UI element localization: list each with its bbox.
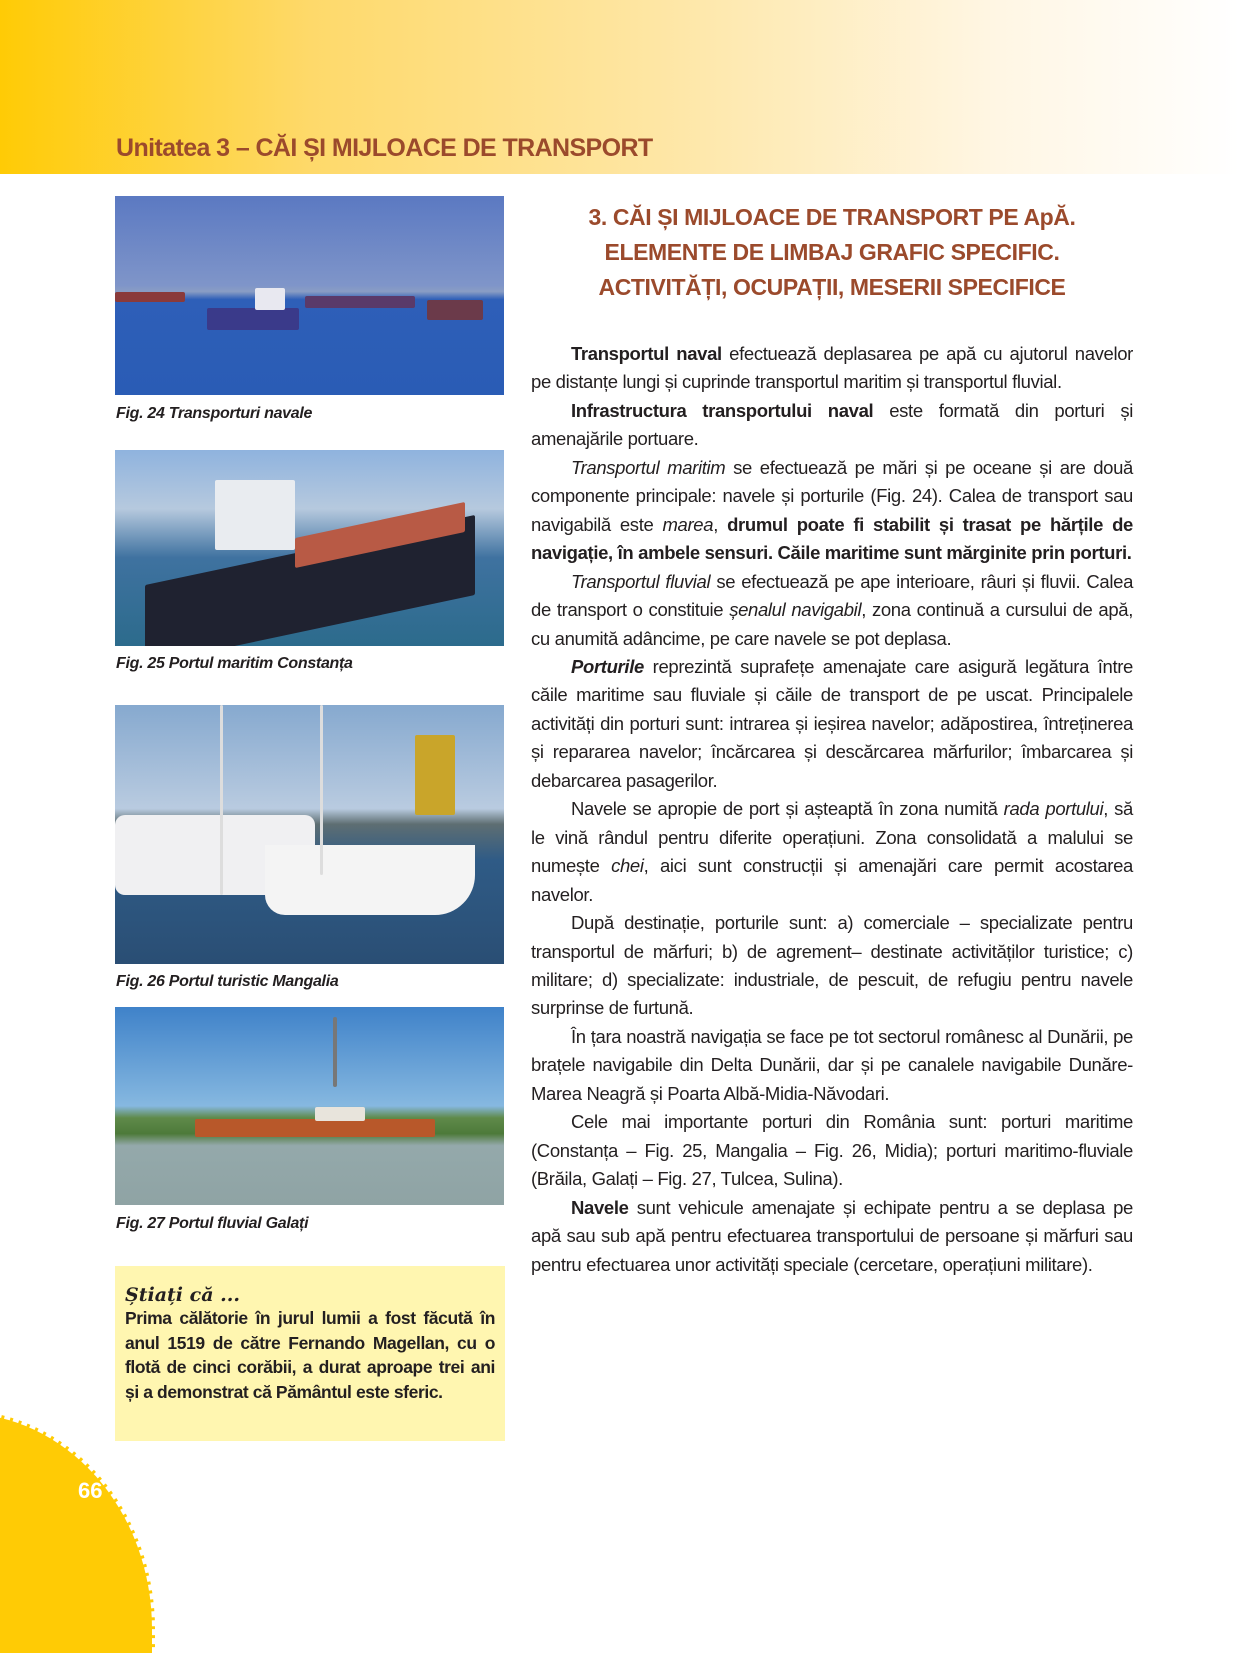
page-corner-decoration <box>0 1410 155 1653</box>
paragraph <box>531 795 1133 909</box>
paragraph <box>531 909 1133 1023</box>
photo-galati-port <box>115 1007 504 1205</box>
figure-caption: Fig. 24 Transporturi navale <box>116 405 313 422</box>
did-you-know-title: Știați că ... <box>125 1284 240 1306</box>
text-run: , să le vină rândul pentru diferite operațiuni. Zona consolidată a malului se numește <box>531 798 1133 877</box>
paragraph <box>531 1194 1133 1279</box>
paragraph <box>531 568 1133 653</box>
paragraph <box>531 653 1133 795</box>
text-run: , aici sunt construcții și amenajări care permit acostarea navelor. <box>531 855 1133 905</box>
text-run: Navele se apropie de port și așteaptă în zona numită <box>571 798 1004 820</box>
text-run: efectuează deplasarea pe apă cu ajutorul navelor pe distanțe lungi și cuprinde transportul maritim și transportul fluvial. <box>531 343 1133 393</box>
emphasis-run: drumul poate fi stabilit și trasat pe hărțile de navigație, în ambele sensuri. Căile maritime sunt mărginite prin porturi. <box>531 513 1133 564</box>
section-title <box>531 200 1133 305</box>
body-text <box>531 340 1133 1279</box>
text-run: , zona continuă a cursului de apă, cu anumită adâncime, pe care navele se pot deplasa. <box>531 599 1133 649</box>
photo-naval-transport <box>115 196 504 395</box>
did-you-know-text: Prima călătorie în jurul lumii a fost făcută în anul 1519 de către Fernando Magellan, cu o flotă de cinci corăbii, a durat aproape trei ani și a demonstrat că Pământul este sferic. <box>125 1308 495 1402</box>
paragraph <box>531 340 1133 397</box>
paragraph <box>531 454 1133 568</box>
emphasis-run: marea <box>662 513 714 535</box>
paragraph <box>531 1023 1133 1108</box>
section-title-line: ELEMENTE DE LIMBAJ GRAFIC SPECIFIC. <box>604 239 1060 265</box>
emphasis-run: Porturile <box>571 655 644 677</box>
emphasis-run: Navele <box>571 1196 629 1218</box>
text-run: se efectuează pe ape interioare, râuri și fluvii. Calea de transport o constituie <box>531 570 1134 621</box>
figure-caption: Fig. 27 Portul fluvial Galați <box>116 1215 309 1232</box>
did-you-know-box <box>115 1266 505 1441</box>
text-run: reprezintă suprafețe amenajate care asigură legătura între căile maritime sau fluviale și căile de transport de pe uscat. Principalele activități din porturi sunt: intrarea și ieșirea navelor; adăpostirea, întreținerea și repararea navelor; încărcarea și descărcarea mărfurilor; îmbarcarea și debarcarea pasagerilor. <box>531 655 1133 791</box>
text-run: este formată din porturi și amenajările portuare. <box>531 399 1133 450</box>
paragraph <box>531 397 1133 454</box>
paragraph <box>531 1108 1133 1193</box>
text-run: După destinație, porturile sunt: a) comerciale – specializate pentru transportul de mărfuri; b) de agrement– destinate activităților turistice; c) militare; d) specializate: industriale, de pescuit, de refugiu pentru navele surprinse de furtună. <box>531 912 1133 1019</box>
figure-caption: Fig. 25 Portul maritim Constanța <box>116 655 353 672</box>
page-number: 66 <box>78 1478 103 1503</box>
emphasis-run: Transportul maritim <box>571 456 726 478</box>
emphasis-run: șenalul navigabil <box>729 599 862 621</box>
emphasis-run: rada portului <box>1003 798 1104 820</box>
emphasis-run: Transportul fluvial <box>571 570 711 592</box>
section-title-line: ACTIVITĂȚI, OCUPAȚII, MESERII SPECIFICE <box>598 274 1066 300</box>
emphasis-run: Transportul naval <box>571 343 722 364</box>
text-run: sunt vehicule amenajate și echipate pentru a se deplasa pe apă sau sub apă pentru efectuarea transportului de persoane și mărfuri sau pentru efectuarea unor activități speciale (cercetare, operațiuni militare). <box>531 1196 1133 1275</box>
emphasis-run: Infrastructura transportului naval <box>571 399 874 421</box>
figure-caption: Fig. 26 Portul turistic Mangalia <box>116 973 339 990</box>
text-run: , <box>713 513 728 535</box>
emphasis-run: chei <box>611 855 644 877</box>
text-run: În țara noastră navigația se face pe tot sectorul românesc al Dunării, pe brațele navigabile din Delta Dunării, dar și pe canalele navigabile Dunăre-Marea Neagră și Poarta Albă-Midia-Năvodari. <box>531 1025 1133 1104</box>
photo-mangalia-port <box>115 705 504 964</box>
photo-constanta-port <box>115 450 504 646</box>
unit-title: Unitatea 3 – CĂI ȘI MIJLOACE DE TRANSPORT <box>116 134 653 162</box>
text-run: se efectuează pe mări și pe oceane și are două componente principale: navele și porturile (Fig. 24). Calea de transport sau navigabilă este <box>531 456 1133 535</box>
page-header-band <box>0 0 1240 174</box>
text-run: Cele mai importante porturi din România sunt: porturi maritime (Constanța – Fig. 25, Mangalia – Fig. 26, Midia); porturi maritimo-fluviale (Brăila, Galați – Fig. 27, Tulcea, Sulina). <box>531 1111 1133 1190</box>
section-title-line: 3. CĂI ȘI MIJLOACE DE TRANSPORT PE ApĂ. <box>588 204 1076 230</box>
